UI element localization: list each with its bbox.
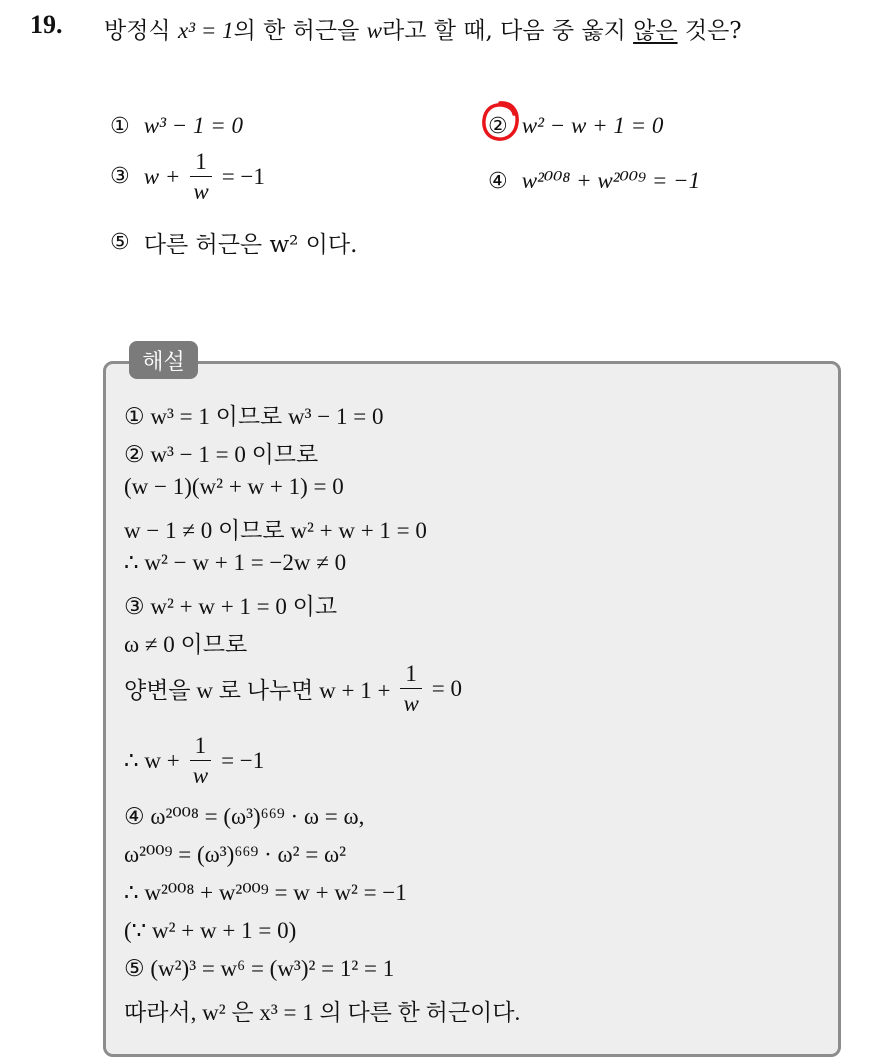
fraction: [190, 734, 211, 787]
solution-tag: 해설: [129, 341, 198, 379]
option-expression-lead: w +: [143, 163, 181, 189]
solution-line: (∵ w² + w + 1 = 0): [124, 918, 297, 943]
option-1[interactable]: [110, 113, 243, 139]
question-number: 19.: [30, 10, 63, 39]
option-marker: ①: [110, 113, 130, 139]
solution-line: ② w³ − 1 = 0 이므로: [124, 442, 319, 467]
option-3[interactable]: [110, 150, 265, 203]
option-expression: w² − w + 1 = 0: [521, 113, 664, 138]
solution-line: (w − 1)(w² + w + 1) = 0: [124, 474, 344, 499]
question-text: 방정식 x³ = 1의 한 허근을 w라고 할 때, 다음 중 옳지 않은 것은?: [104, 18, 742, 44]
solution-line: ω ≠ 0 이므로: [124, 632, 248, 657]
solution-line: w − 1 ≠ 0 이므로 w² + w + 1 = 0: [124, 518, 427, 543]
solution-line: ① w³ = 1 이므로 w³ − 1 = 0: [124, 404, 384, 429]
option-expression: w²⁰⁰⁸ + w²⁰⁰⁹ = −1: [521, 168, 701, 193]
option-marker: ⑤: [110, 230, 130, 255]
fraction: [400, 662, 421, 715]
solution-line: ③ w² + w + 1 = 0 이고: [124, 594, 338, 619]
fraction-numerator: 1: [194, 733, 207, 758]
solution-line: ∴ w + $\frac{1}{w}$ = −1: [124, 733, 265, 788]
answer-circle-mark: [480, 99, 520, 143]
solution-line: 양변을 w 로 나누면 w + 1 + $\frac{1}{w}$ = 0: [124, 661, 463, 716]
option-expression-trail: = −1: [221, 163, 265, 189]
underlined-word: 않은: [633, 18, 678, 44]
fraction: [190, 150, 211, 203]
option-5[interactable]: [110, 226, 357, 259]
option-marker: ④: [488, 168, 508, 194]
fraction-denominator: w: [400, 688, 421, 715]
solution-line: ω²⁰⁰⁹ = (ω³)⁶⁶⁹ · ω² = ω²: [124, 842, 347, 867]
option-marker: ②: [488, 113, 508, 139]
solution-line: ④ ω²⁰⁰⁸ = (ω³)⁶⁶⁹ · ω = ω,: [124, 804, 365, 829]
option-marker: ③: [110, 164, 130, 189]
solution-line: ∴ w²⁰⁰⁸ + w²⁰⁰⁹ = w + w² = −1: [124, 880, 407, 905]
question-variable: w: [366, 18, 382, 43]
question-equation: x³ = 1: [177, 18, 234, 43]
solution-line: ∴ w² − w + 1 = −2w ≠ 0: [124, 550, 347, 575]
solution-line: ⑤ (w²)³ = w⁶ = (w³)² = 1² = 1: [124, 956, 395, 981]
option-expression: w³ − 1 = 0: [143, 113, 244, 138]
fraction-denominator: w: [190, 176, 211, 203]
fraction-numerator: 1: [405, 661, 417, 686]
fraction-denominator: w: [190, 760, 211, 787]
fraction-numerator: 1: [195, 149, 207, 174]
solution-line: 따라서, w² 은 x³ = 1 의 다른 한 허근이다.: [124, 1000, 521, 1025]
option-text: 다른 허근은 w² 이다.: [143, 232, 358, 258]
option-4[interactable]: [488, 168, 700, 194]
